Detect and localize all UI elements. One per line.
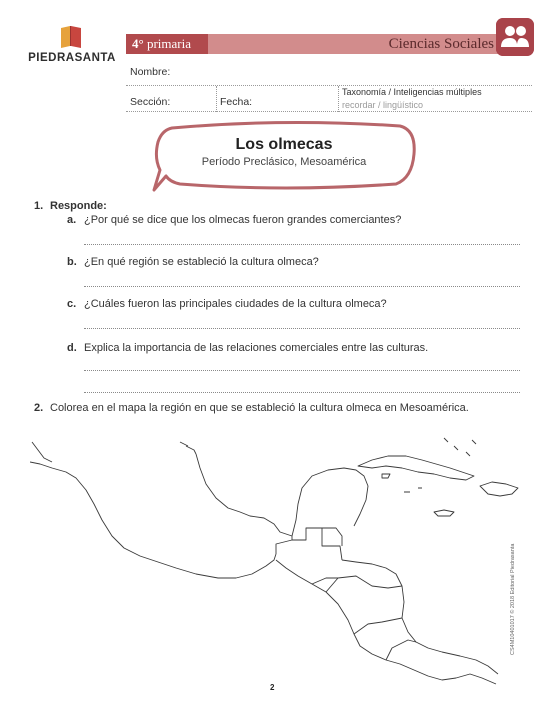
worksheet-subtitle: Período Preclásico, Mesoamérica: [201, 156, 367, 168]
northwest-coast: [32, 442, 52, 462]
belize: [322, 528, 342, 546]
book-logo-icon: [58, 24, 84, 50]
grade-badge: [126, 34, 208, 54]
social-group-icon: [496, 18, 534, 56]
question-d-letter: d.: [67, 342, 77, 354]
name-label: Nombre:: [130, 66, 171, 78]
jamaica: [434, 510, 454, 516]
question-d-text: Explica la importancia de las relaciones comerciales entre las culturas.: [84, 342, 429, 354]
title-block: [150, 136, 418, 168]
page-number: 2: [270, 683, 275, 692]
exercise-2-text: Colorea en el mapa la región en que se estableció la cultura olmeca en Mesoamérica.: [50, 402, 469, 414]
copyright-notice: CS4M10401017 © 2018 Editorial Piedrasanta: [510, 543, 516, 655]
mexico-pacific-coast: [30, 462, 276, 578]
rio-grande: [180, 442, 188, 446]
mesoamerica-outline-map[interactable]: [30, 428, 520, 690]
divider: [338, 86, 339, 112]
bahamas: [444, 438, 476, 456]
brand-name: PIEDRASANTA: [28, 52, 116, 64]
mexico-gulf-coast: [196, 454, 292, 536]
cayman-islands: [404, 488, 422, 492]
taxonomy-label: Taxonomía / Inteligencias múltiples: [342, 87, 482, 97]
section-date-row: [126, 86, 532, 112]
name-row[interactable]: [126, 58, 532, 86]
date-label: Fecha:: [220, 96, 253, 108]
divider: [216, 86, 217, 112]
question-b-text: ¿En qué región se estableció la cultura olmeca?: [84, 256, 319, 268]
mexico-north-gulf: [186, 446, 196, 454]
grade-text: primaria: [146, 36, 191, 51]
exercise-2-number: 2.: [34, 402, 44, 414]
section-label: Sección:: [130, 96, 171, 108]
isla-juventud: [382, 474, 390, 478]
piedrasanta-logo: [24, 24, 120, 74]
question-c-letter: c.: [67, 298, 77, 310]
subject-title: Ciencias Sociales: [388, 36, 494, 52]
answer-line-d2[interactable]: [84, 392, 520, 393]
exercise-1-number: 1.: [34, 200, 44, 212]
taxonomy-value: recordar / lingüístico: [342, 100, 424, 110]
panama: [442, 652, 498, 684]
yucatan-peninsula: [292, 468, 368, 536]
question-a-letter: a.: [67, 214, 77, 226]
exercise-1-label: Responde:: [50, 200, 107, 212]
costa-rica-border: [386, 640, 416, 660]
question-c-text: ¿Cuáles fueron las principales ciudades de la cultura olmeca?: [84, 298, 387, 310]
hispaniola: [480, 482, 518, 496]
grade-number: 4°: [132, 36, 144, 51]
student-info-fields: [126, 58, 532, 112]
answer-line-a[interactable]: [84, 244, 520, 245]
answer-line-b[interactable]: [84, 286, 520, 287]
answer-line-c[interactable]: [84, 328, 520, 329]
nicaragua-border: [354, 618, 402, 634]
question-b-letter: b.: [67, 256, 77, 268]
question-a-text: ¿Por qué se dice que los olmecas fueron grandes comerciantes?: [84, 214, 402, 226]
answer-line-d1[interactable]: [84, 370, 520, 371]
cuba: [358, 456, 474, 480]
guatemala-border: [276, 528, 342, 560]
central-america-caribbean: [342, 560, 442, 652]
worksheet-title: Los olmecas: [235, 136, 333, 153]
